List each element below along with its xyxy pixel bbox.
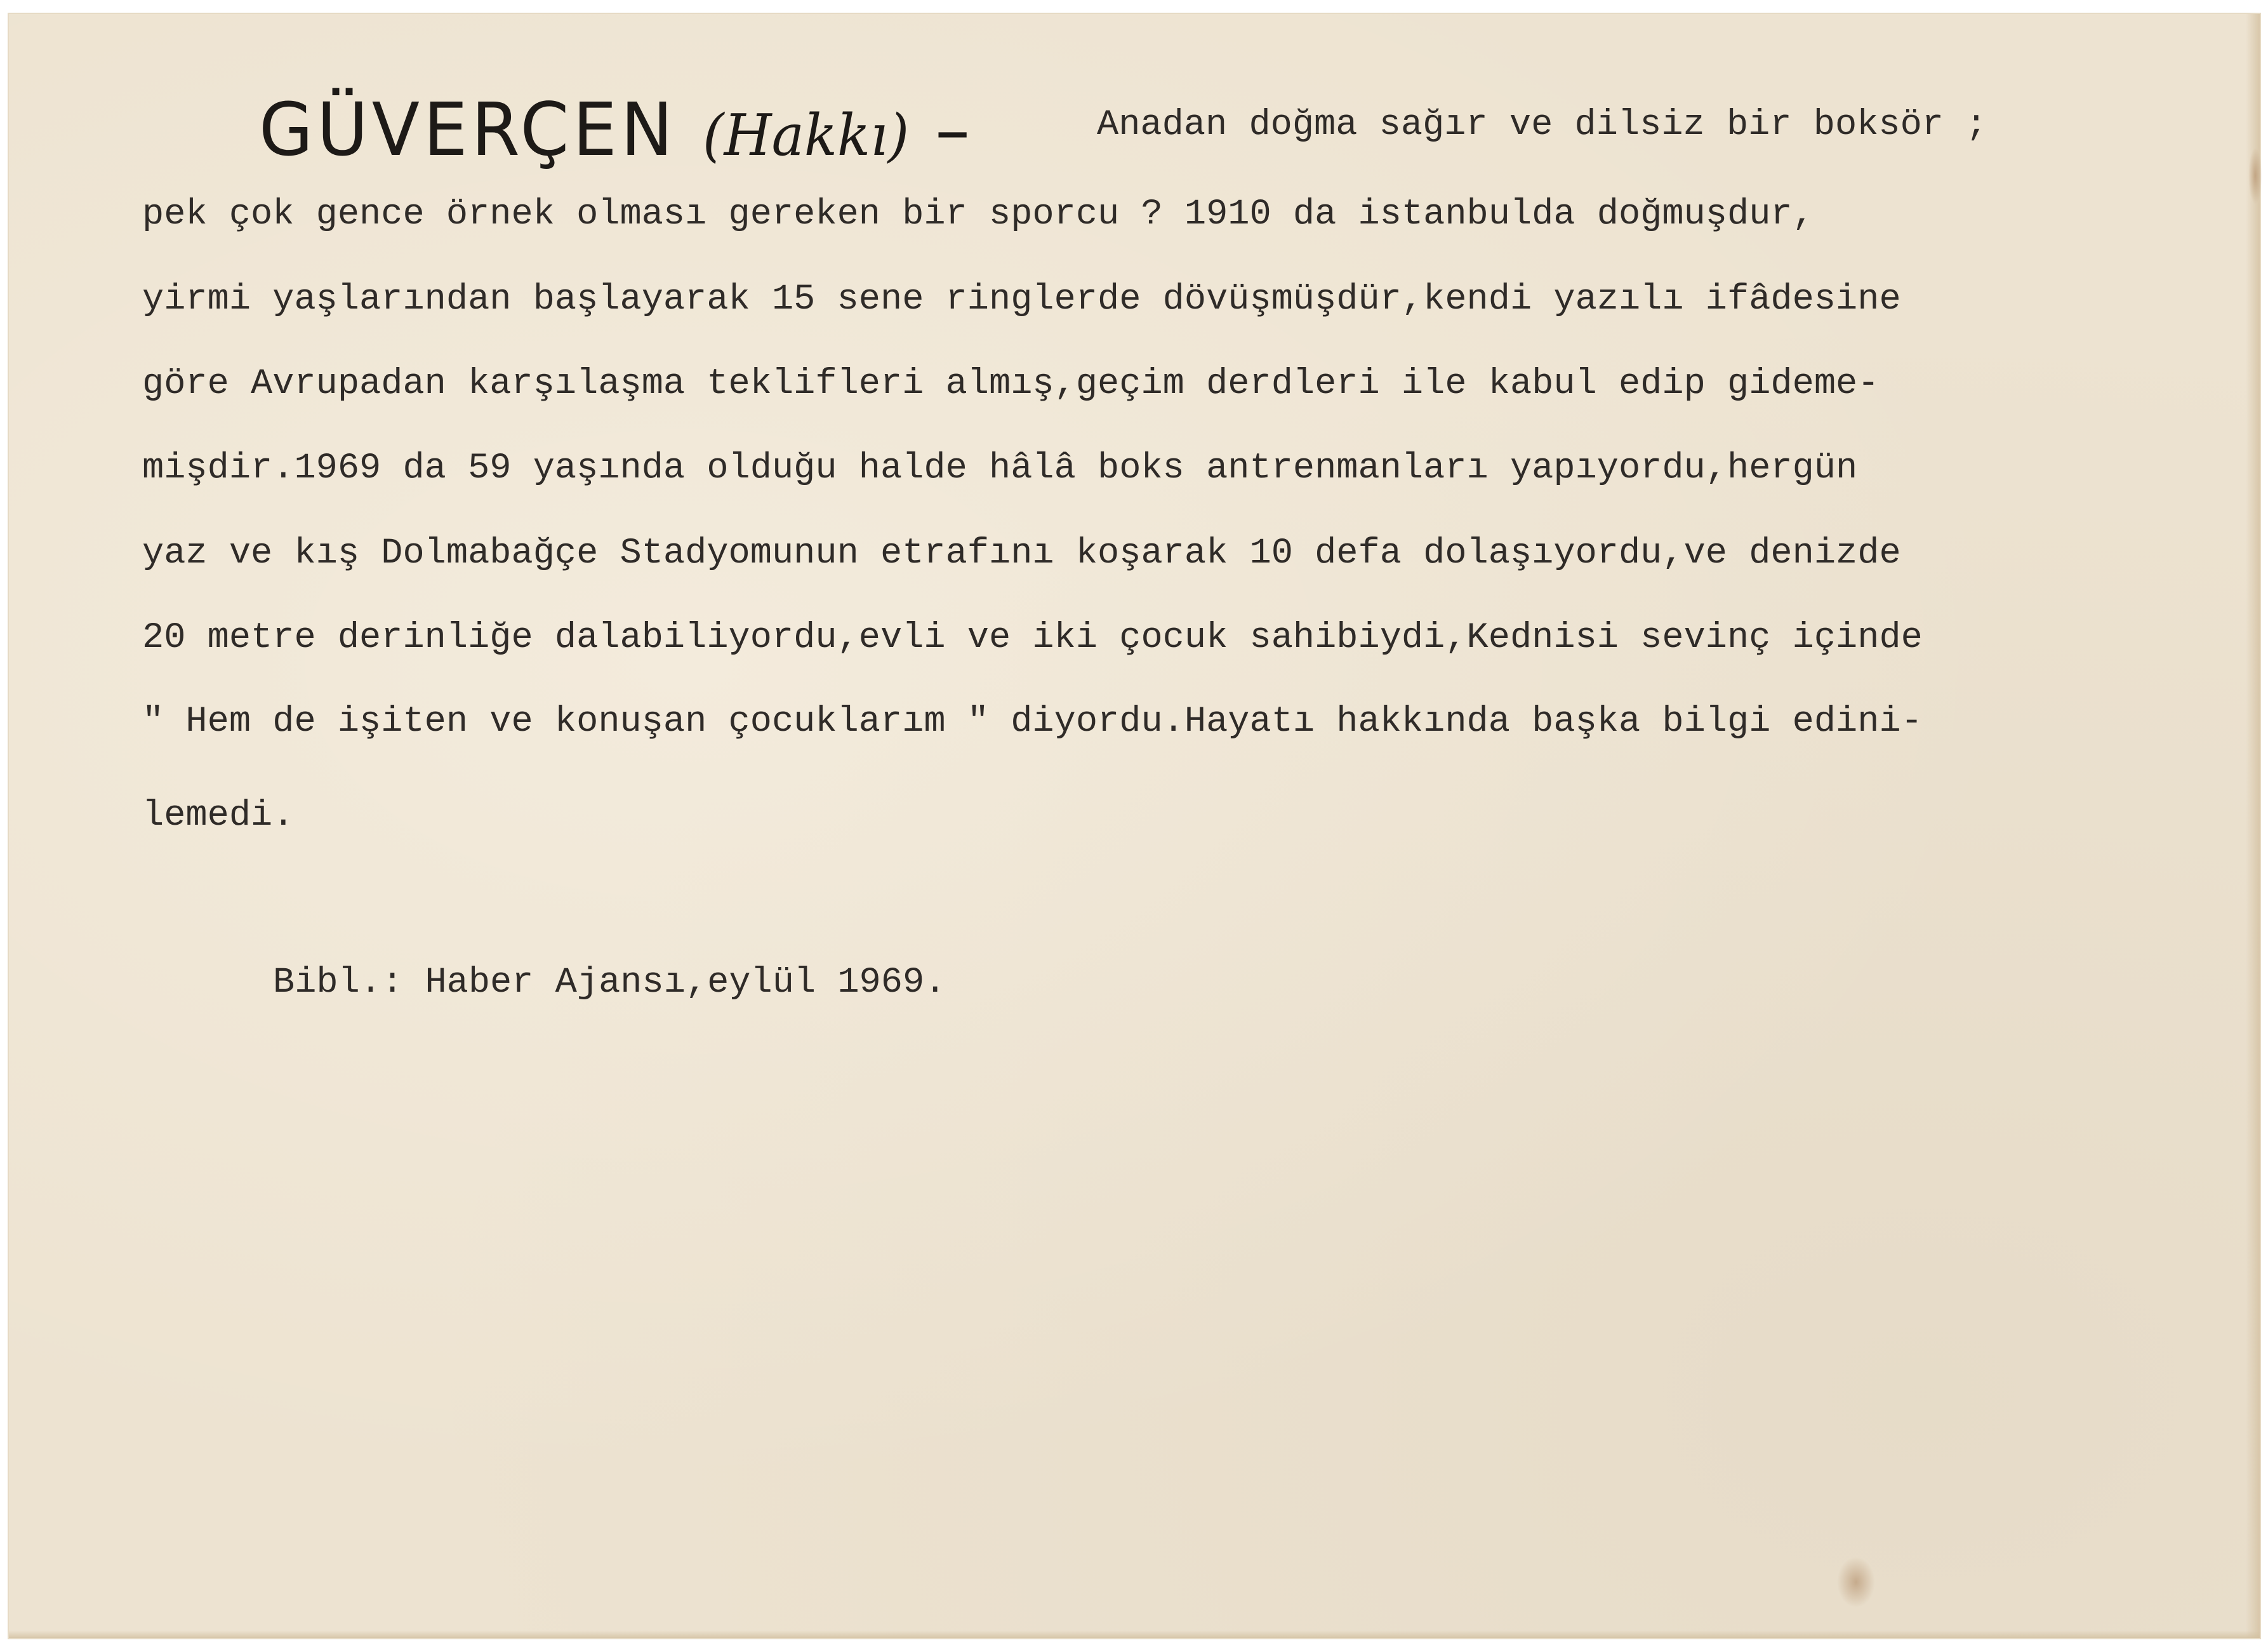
paper-edge-right bbox=[2246, 14, 2260, 1638]
typed-line-2: pek çok gence örnek olması gereken bir sporcu ? 1910 da istanbulda doğmuşdur, bbox=[142, 194, 1814, 235]
typed-line-8: " Hem de işiten ve konuşan çocuklarım " diyordu.Hayatı hakkında başka bilgi edini- bbox=[142, 702, 1923, 742]
typed-line-4: göre Avrupadan karşılaşma teklifleri almış,geçim derdleri ile kabul edip gideme- bbox=[142, 364, 1880, 404]
index-card bbox=[9, 14, 2260, 1638]
heading-surname: GÜVERÇEN bbox=[259, 86, 677, 173]
bibliography-line: Bibl.: Haber Ajansı,eylül 1969. bbox=[273, 963, 946, 1003]
typed-line-7: 20 metre derinliğe dalabiliyordu,evli ve iki çocuk sahibiydi,Kednisi sevinç içinde bbox=[142, 618, 1923, 658]
typed-line-5: mişdir.1969 da 59 yaşında olduğu halde hâlâ boks antrenmanları yapıyordu,hergün bbox=[142, 448, 1858, 489]
heading-dash: – bbox=[935, 86, 974, 173]
paper-stain bbox=[2248, 147, 2262, 204]
typed-line-1: Anadan doğma sağır ve dilsiz bir boksör ; bbox=[1097, 105, 1987, 145]
typed-line-6: yaz ve kış Dolmabağçe Stadyomunun etrafını koşarak 10 defa dolaşıyordu,ve denizde bbox=[142, 533, 1901, 574]
heading-given-name: (Hakkı) bbox=[703, 102, 910, 169]
paper-edge-bottom bbox=[9, 1630, 2260, 1638]
handwritten-heading bbox=[259, 87, 974, 172]
paper-stain bbox=[1837, 1557, 1875, 1608]
typed-line-9: lemedi. bbox=[142, 796, 295, 836]
typed-line-3: yirmi yaşlarından başlayarak 15 sene ringlerde dövüşmüşdür,kendi yazılı ifâdesine bbox=[142, 279, 1901, 320]
